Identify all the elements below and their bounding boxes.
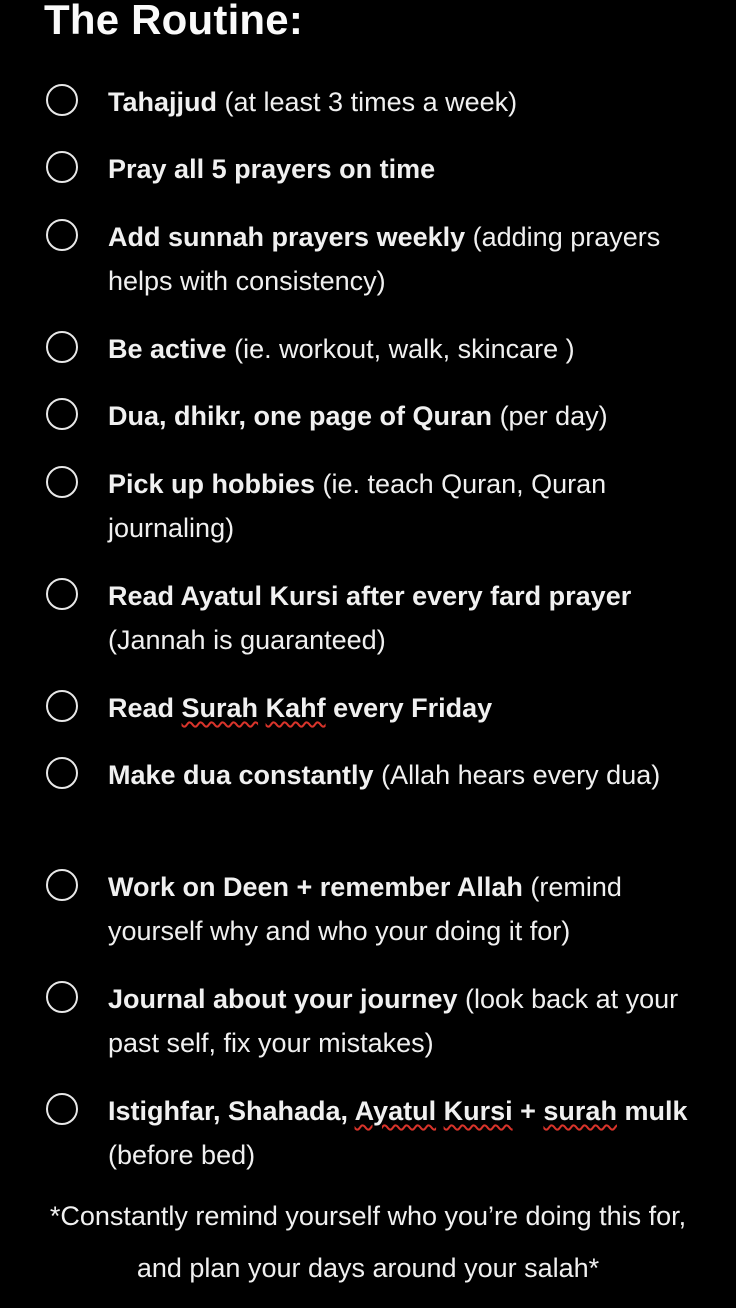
item-note-text: (at least 3 times a week) — [217, 87, 518, 117]
spellcheck-word: Kahf — [265, 693, 326, 723]
item-bold-text: mulk — [616, 1096, 688, 1126]
item-note-text: (ie. workout, walk, skincare ) — [226, 334, 575, 364]
item-text — [108, 753, 718, 797]
item-text — [108, 394, 718, 438]
item-note-text: (Allah hears every dua) — [373, 760, 661, 790]
item-bold-text: Pray all 5 prayers on time — [108, 154, 436, 184]
checkbox-circle-icon[interactable] — [46, 981, 78, 1013]
item-text — [108, 977, 718, 1065]
item-bold-text — [258, 693, 266, 723]
item-bold-text: Be active — [108, 334, 227, 364]
item-note-text: (before bed) — [108, 1140, 256, 1170]
item-note-text: (adding prayers helps with consistency) — [108, 222, 661, 296]
item-note-text: (Jannah is guaranteed) — [108, 625, 386, 655]
item-note-text: (per day) — [492, 401, 608, 431]
spellcheck-word: Surah — [181, 693, 259, 723]
checkbox-circle-icon[interactable] — [46, 151, 78, 183]
checkbox-circle-icon[interactable] — [46, 578, 78, 610]
item-bold-text: Make dua constantly — [108, 760, 374, 790]
item-bold-text: every Friday — [325, 693, 493, 723]
item-bold-text: Dua, dhikr, one page of Quran — [108, 401, 493, 431]
spellcheck-word: surah — [543, 1096, 617, 1126]
checkbox-circle-icon[interactable] — [46, 466, 78, 498]
item-bold-text: Work on Deen + remember Allah — [108, 872, 523, 902]
checkbox-circle-icon[interactable] — [46, 84, 78, 116]
checkbox-circle-icon[interactable] — [46, 757, 78, 789]
item-bold-text: Journal about your journey — [108, 984, 458, 1014]
item-bold-text: Istighfar, Shahada, — [108, 1096, 355, 1126]
checkbox-circle-icon[interactable] — [46, 1093, 78, 1125]
checkbox-circle-icon[interactable] — [46, 219, 78, 251]
item-text — [108, 865, 718, 953]
checkbox-circle-icon[interactable] — [46, 869, 78, 901]
item-text — [108, 215, 718, 303]
item-note-text: (look back at your past self, fix your mistakes) — [108, 984, 679, 1058]
item-bold-text — [436, 1096, 444, 1126]
item-bold-text: + — [512, 1096, 544, 1126]
item-bold-text: Pick up hobbies — [108, 469, 316, 499]
spellcheck-word: Ayatul — [354, 1096, 437, 1126]
item-text — [108, 1089, 718, 1177]
spellcheck-word: Kursi — [443, 1096, 513, 1126]
item-bold-text: Tahajjud — [108, 87, 218, 117]
checkbox-circle-icon[interactable] — [46, 690, 78, 722]
page-title: The Routine: — [44, 0, 304, 43]
checkbox-circle-icon[interactable] — [46, 398, 78, 430]
item-text — [108, 574, 718, 662]
item-text — [108, 327, 718, 371]
item-text — [108, 147, 718, 191]
item-text — [108, 462, 718, 550]
item-bold-text: Read Ayatul Kursi after every fard prayer — [108, 581, 632, 611]
item-note-text: (ie. teach Quran, Quran journaling) — [108, 469, 607, 543]
item-text — [108, 686, 718, 730]
item-bold-text: Read — [108, 693, 182, 723]
item-note-text: (remind yourself why and who your doing it for) — [108, 872, 622, 946]
checkbox-circle-icon[interactable] — [46, 331, 78, 363]
item-text — [108, 80, 718, 124]
footer-note: *Constantly remind yourself who you’re doing this for, and plan your days around your salah* — [49, 1201, 687, 1283]
item-bold-text: Add sunnah prayers weekly — [108, 222, 466, 252]
